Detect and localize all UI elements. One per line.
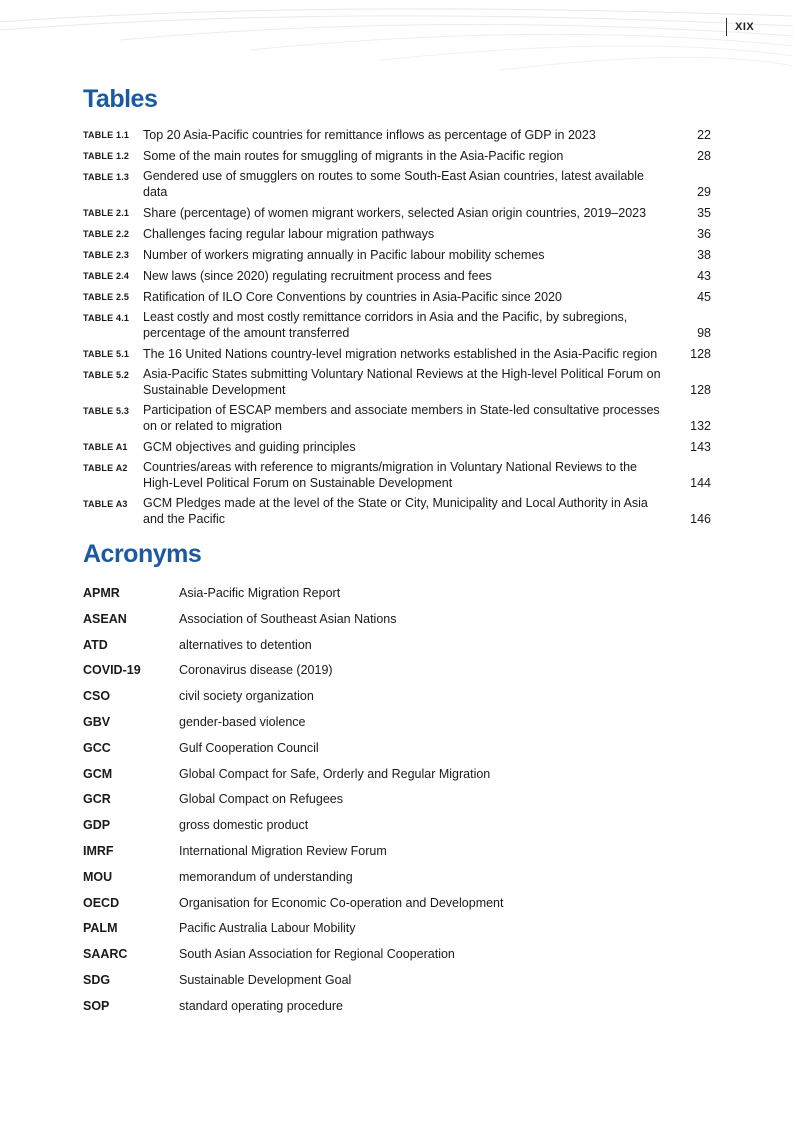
table-list-item[interactable] <box>83 495 711 527</box>
acronym-definition: South Asian Association for Regional Cooperation <box>179 947 455 962</box>
acronym-definition: Global Compact on Refugees <box>179 792 343 807</box>
table-list-item[interactable] <box>83 459 711 491</box>
acronym-list-item <box>83 790 703 816</box>
acronym-term: GBV <box>83 714 111 729</box>
acronym-definition: gross domestic product <box>179 818 309 833</box>
table-number: TABLE 1.3 <box>83 172 130 182</box>
table-number: TABLE A1 <box>83 442 128 452</box>
table-list-item[interactable] <box>83 126 711 143</box>
acronym-list-item <box>83 687 703 713</box>
acronym-term: IMRF <box>83 843 114 858</box>
acronym-definition: Asia-Pacific Migration Report <box>179 586 341 600</box>
acronym-definition: Organisation for Economic Co-operation and Development <box>179 895 504 910</box>
table-list-item[interactable] <box>83 225 711 242</box>
table-title: Gendered use of smugglers on routes to some South-East Asian countries, latest available data <box>143 169 644 199</box>
table-number: TABLE 2.5 <box>83 292 130 302</box>
table-title: The 16 United Nations country-level migration networks established in the Asia-Pacific region <box>143 347 658 361</box>
table-page-number: 36 <box>697 227 711 241</box>
acronym-list-item <box>83 971 703 997</box>
table-page-number: 35 <box>697 206 711 220</box>
table-page-number: 128 <box>690 383 711 397</box>
table-page-number: 132 <box>690 419 711 433</box>
acronym-list-item <box>83 816 703 842</box>
acronym-list-item <box>83 894 703 920</box>
acronym-definition: standard operating procedure <box>179 998 344 1013</box>
acronym-definition: civil society organization <box>179 689 314 704</box>
table-page-number: 45 <box>697 290 711 304</box>
table-number: TABLE A3 <box>83 499 128 509</box>
table-list-item[interactable] <box>83 267 711 284</box>
table-page-number: 22 <box>697 128 711 142</box>
acronym-term: SAARC <box>83 947 128 962</box>
acronym-definition: Global Compact for Safe, Orderly and Regular Migration <box>179 766 491 781</box>
acronym-definition: Coronavirus disease (2019) <box>179 663 333 678</box>
acronym-term: SOP <box>83 998 110 1013</box>
table-list-item[interactable] <box>83 438 711 455</box>
table-number: TABLE 5.2 <box>83 370 130 380</box>
table-title: Share (percentage) of women migrant workers, selected Asian origin countries, 2019–2023 <box>143 206 647 220</box>
acronym-term: GCM <box>83 766 113 781</box>
table-title: Some of the main routes for smuggling of migrants in the Asia-Pacific region <box>143 149 564 163</box>
acronym-term: OECD <box>83 895 120 910</box>
table-page-number: 144 <box>690 476 711 490</box>
table-page-number: 128 <box>690 347 711 361</box>
table-title: GCM objectives and guiding principles <box>143 440 356 454</box>
table-page-number: 28 <box>697 149 711 163</box>
acronym-definition: gender-based violence <box>179 714 306 729</box>
table-page-number: 143 <box>690 440 711 454</box>
table-number: TABLE A2 <box>83 463 128 473</box>
tables-list <box>83 126 711 531</box>
acronym-term: APMR <box>83 586 120 600</box>
table-page-number: 29 <box>697 185 711 199</box>
acronym-term: GDP <box>83 818 111 833</box>
table-number: TABLE 1.2 <box>83 151 130 161</box>
acronym-term: MOU <box>83 869 113 884</box>
table-number: TABLE 2.3 <box>83 250 130 260</box>
table-number: TABLE 4.1 <box>83 313 130 323</box>
table-page-number: 43 <box>697 269 711 283</box>
table-title: Asia-Pacific States submitting Voluntary National Reviews at the High-level Political Forum on Sustainable Development <box>143 367 661 397</box>
table-number: TABLE 2.1 <box>83 208 130 218</box>
acronym-list-item <box>83 584 703 610</box>
table-page-number: 146 <box>690 512 711 526</box>
acronyms-list <box>83 584 703 1023</box>
table-page-number: 38 <box>697 248 711 262</box>
table-number: TABLE 5.1 <box>83 349 130 359</box>
table-title: New laws (since 2020) regulating recruitment process and fees <box>143 269 492 283</box>
header-wave-decoration <box>0 0 793 80</box>
acronym-list-item <box>83 636 703 662</box>
table-number: TABLE 5.3 <box>83 406 130 416</box>
acronym-term: ATD <box>83 637 108 652</box>
table-number: TABLE 2.4 <box>83 271 130 281</box>
table-title: Ratification of ILO Core Conventions by countries in Asia-Pacific since 2020 <box>143 290 562 304</box>
acronym-term: GCR <box>83 792 111 807</box>
acronym-definition: Gulf Cooperation Council <box>179 740 319 755</box>
acronym-list-item <box>83 610 703 636</box>
table-list-item[interactable] <box>83 246 711 263</box>
table-list-item[interactable] <box>83 147 711 164</box>
acronym-term: COVID-19 <box>83 663 141 678</box>
acronym-definition: Pacific Australia Labour Mobility <box>179 921 356 936</box>
acronym-term: PALM <box>83 921 118 936</box>
table-number: TABLE 2.2 <box>83 229 130 239</box>
acronym-term: GCC <box>83 740 111 755</box>
table-list-item[interactable] <box>83 402 711 434</box>
acronym-list-item <box>83 739 703 765</box>
acronym-definition: International Migration Review Forum <box>179 843 387 858</box>
acronym-list-item <box>83 997 703 1023</box>
page-number: XIX <box>726 18 754 36</box>
table-number: TABLE 1.1 <box>83 130 130 140</box>
acronym-definition: memorandum of understanding <box>179 869 353 884</box>
acronym-list-item <box>83 765 703 791</box>
table-title: Top 20 Asia-Pacific countries for remittance inflows as percentage of GDP in 2023 <box>143 128 596 142</box>
tables-section-title: Tables <box>83 85 158 113</box>
acronym-term: SDG <box>83 972 111 987</box>
acronym-list-item <box>83 713 703 739</box>
table-list-item[interactable] <box>83 309 711 341</box>
table-title: Participation of ESCAP members and associate members in State-led consultative processes on or related to migration <box>143 403 660 433</box>
table-list-item[interactable] <box>83 168 711 200</box>
table-page-number: 98 <box>697 326 711 340</box>
acronyms-section-title: Acronyms <box>83 540 202 568</box>
table-list-item[interactable] <box>83 366 711 398</box>
acronym-term: CSO <box>83 689 111 704</box>
table-title: Least costly and most costly remittance corridors in Asia and the Pacific, by subregions, percentage of the amount transferred <box>143 310 628 340</box>
acronym-list-item <box>83 661 703 687</box>
acronym-list-item <box>83 945 703 971</box>
table-title: GCM Pledges made at the level of the State or City, Municipality and Local Authority in Asia and the Pacific <box>143 496 648 526</box>
table-list-item[interactable] <box>83 204 711 221</box>
acronym-list-item <box>83 868 703 894</box>
acronym-list-item <box>83 919 703 945</box>
table-list-item[interactable] <box>83 345 711 362</box>
table-list-item[interactable] <box>83 288 711 305</box>
acronym-definition: Association of Southeast Asian Nations <box>179 611 397 626</box>
table-title: Number of workers migrating annually in Pacific labour mobility schemes <box>143 248 545 262</box>
acronym-list-item <box>83 842 703 868</box>
acronym-definition: alternatives to detention <box>179 637 312 652</box>
table-title: Countries/areas with reference to migrants/migration in Voluntary National Reviews to the High-Level Political Forum on Sustainable Development <box>143 460 637 490</box>
acronym-term: ASEAN <box>83 611 127 626</box>
acronym-definition: Sustainable Development Goal <box>179 972 352 987</box>
table-title: Challenges facing regular labour migration pathways <box>143 227 435 241</box>
